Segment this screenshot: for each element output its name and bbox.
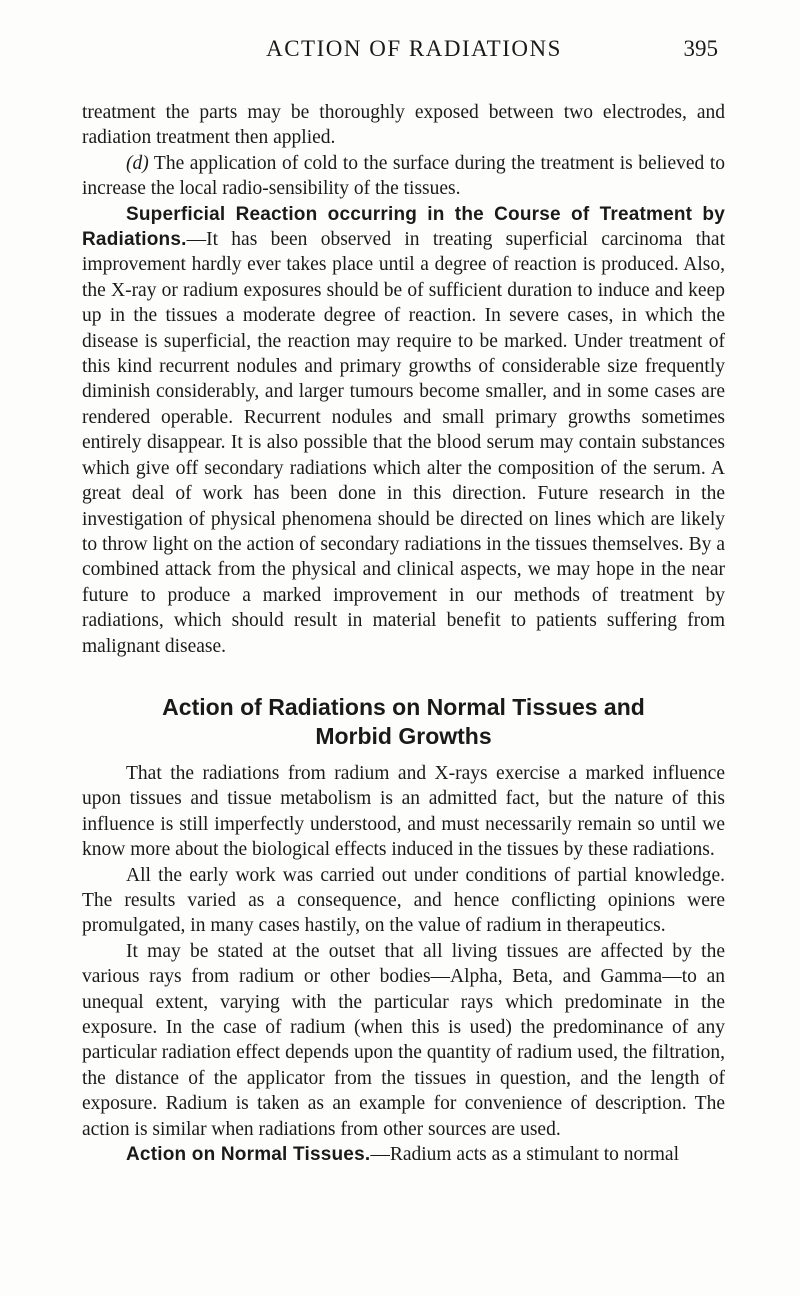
paragraph-early-work xyxy=(82,863,725,939)
paragraph-living-tissues xyxy=(82,939,725,1142)
paragraph-superficial-reaction xyxy=(82,202,725,659)
run-in-heading: Superficial Reaction occurring in the Course of Treatment by Radiations. xyxy=(82,203,725,251)
paragraph-text: The application of cold to the surface during the treatment is believed to increase the local radio-sensibility of the tissues. xyxy=(82,152,725,200)
paragraph-text: That the radiations from radium and X-rays exercise a marked influence upon tissues and tissue metabolism is an admitted fact, but the nature of this influence is still imperfectly understood, and must necessarily remain so until we know more about the biological effects induced in the tissues by these radiations. xyxy=(82,762,725,861)
paragraph-cold-application xyxy=(82,151,725,202)
running-title: ACTION OF RADIATIONS xyxy=(266,36,562,61)
page-number: 395 xyxy=(683,36,718,61)
run-in-heading: Action on Normal Tissues. xyxy=(126,1144,371,1166)
paragraph-text: —It has been observed in treating superficial carcinoma that improvement hardly ever takes place until a degree of reaction is produced. Also, the X-ray or radium exposures should be of sufficient duration to induce and keep up in the tissues a moderate degree of reaction. In severe cases, in which the disease is superficial, the reaction may require to be marked. Under treatment of this kind recurrent nodules and primary growths of considerable size frequently diminish considerably, and larger tumours become smaller, and in some cases are rendered operable. Recurrent nodules and small primary growths sometimes entirely disappear. It is also possible that the blood serum may contain substances which give off secondary radiations which alter the composition of the serum. A great deal of work has been done in this direction. Future research in the investigation of physical phenomena should be directed on lines which are likely to throw light on the action of secondary radiations in the tissues themselves. By a combined attack from the physical and clinical aspects, we may hope in the near future to produce a marked improvement in our methods of treatment by radiations, which should result in material benefit to patients suffering from malignant disease. xyxy=(82,229,725,657)
list-label: (d) xyxy=(126,152,149,174)
paragraph-continuation xyxy=(82,100,725,151)
paragraph-text: —Radium acts as a stimulant to normal xyxy=(370,1144,680,1166)
paragraph-radiation-influence xyxy=(82,761,725,863)
paragraph-text: treatment the parts may be thoroughly exposed between two electrodes, and radiation treatment then applied. xyxy=(82,102,725,149)
paragraph-normal-tissues xyxy=(82,1142,725,1167)
body-text xyxy=(82,100,725,1167)
running-head xyxy=(110,36,718,66)
section-heading: Action of Radiations on Normal Tissues and Morbid Growths xyxy=(162,693,645,749)
paragraph-text: All the early work was carried out under conditions of partial knowledge. The results varied as a consequence, and hence conflicting opinions were promulgated, in many cases hastily, on the value of radium in therapeutics. xyxy=(82,864,725,937)
paragraph-text: It may be stated at the outset that all living tissues are affected by the various rays from radium or other bodies—Alpha, Beta, and Gamma—to an unequal extent, varying with the particular rays which predominate in the exposure. In the case of radium (when this is used) the predominance of any particular radiation effect depends upon the quantity of radium used, the filtration, the distance of the applicator from the tissues in question, and the length of exposure. Radium is taken as an example for convenience of description. The action is similar when radiations from other sources are used. xyxy=(82,940,725,1140)
